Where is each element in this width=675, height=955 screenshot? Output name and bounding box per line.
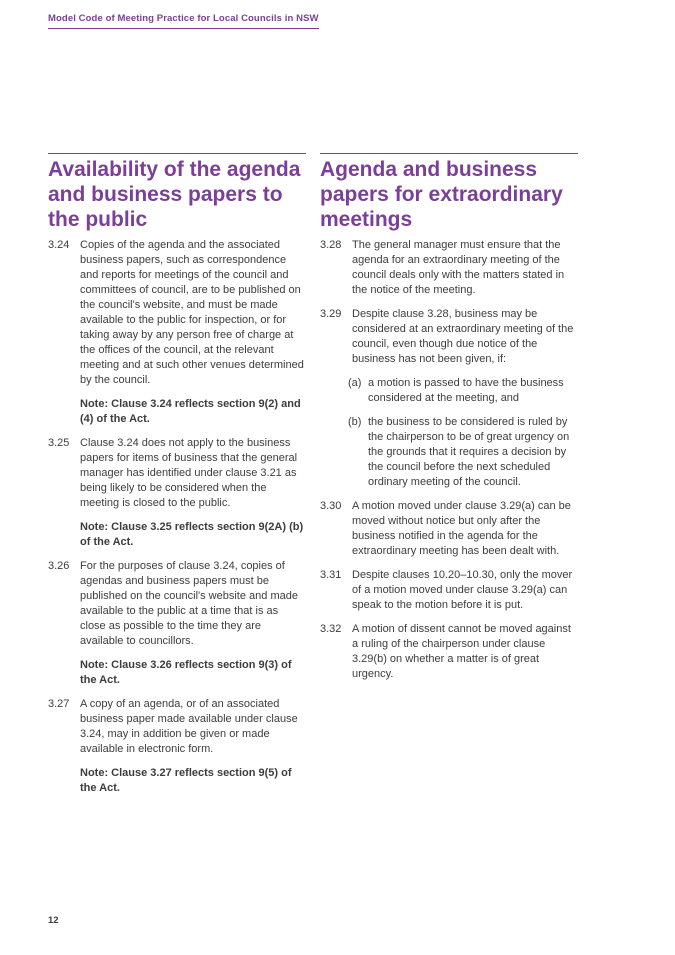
clause-text: The general manager must ensure that the agenda for an extraordinary meeting of the council deals only with the matters stated in the notice of the meeting. (352, 239, 565, 296)
subclause-text: a motion is passed to have the business considered at the meeting, and (368, 377, 564, 404)
page-number: 12 (48, 915, 59, 926)
clause-number: 3.29 (320, 308, 342, 320)
section-rule (48, 153, 306, 154)
section-rule (320, 153, 578, 154)
clause-number: 3.32 (320, 623, 342, 635)
clause-number: 3.31 (320, 569, 342, 581)
clause-3-27 (48, 697, 306, 757)
clause-number: 3.28 (320, 239, 342, 251)
clause-text: Copies of the agenda and the associated business papers, such as correspondence and reports for meetings of the council and committees of council, are to be published on the council's website, and must be made available to the public for inspection, or for taking away by any person free of charge at the offices of the council, at the relevant meeting and at such other venues determined by the council. (80, 239, 304, 386)
clause-number: 3.27 (48, 698, 70, 710)
section-heading-public-availability: Availability of the agenda and business papers to the public (48, 158, 301, 231)
section-heading-extraordinary-meetings: Agenda and business papers for extraordinary meetings (320, 158, 563, 231)
clause-note: Note: Clause 3.27 reflects section 9(5) of the Act. (80, 767, 292, 794)
clause-text: Despite clauses 10.20–10.30, only the mover of a motion moved under clause 3.29(a) can speak to the motion before it is put. (352, 569, 573, 611)
clause-note: Note: Clause 3.26 reflects section 9(3) of the Act. (80, 659, 292, 686)
subclause-b (348, 415, 578, 490)
subclause-text: the business to be considered is ruled by the chairperson to be of great urgency on the grounds that it requires a decision by the council before the next scheduled ordinary meeting of the council. (368, 416, 570, 488)
clause-text: A motion of dissent cannot be moved against a ruling of the chairperson under clause 3.29(b) on whether a matter is of great urgency. (352, 623, 571, 680)
subclause-a (348, 376, 578, 406)
clause-text: Clause 3.24 does not apply to the business papers for items of business that the general manager has identified under clause 3.21 as being likely to be considered when the meeting is closed to the public. (80, 437, 298, 509)
subclause-label: (a) (348, 377, 362, 389)
clause-text: Despite clause 3.28, business may be considered at an extraordinary meeting of the council, even though due notice of the business has not been given, if: (352, 308, 574, 365)
clause-3-26 (48, 559, 306, 649)
clause-note: Note: Clause 3.25 reflects section 9(2A) (b) of the Act. (80, 521, 304, 548)
clause-3-28 (320, 238, 578, 298)
clause-3-31 (320, 568, 578, 613)
left-column (48, 153, 306, 805)
clause-number: 3.26 (48, 560, 70, 572)
clause-number: 3.30 (320, 500, 342, 512)
clause-text: A copy of an agenda, or of an associated business paper made available under clause 3.24, may in addition be given or made available in electronic form. (80, 698, 298, 755)
clause-text: For the purposes of clause 3.24, copies of agendas and business papers must be published on the council's website and made available to the public at a time that is as close as possible to the time they are available to councillors. (80, 560, 298, 647)
clause-3-30 (320, 499, 578, 559)
clause-note: Note: Clause 3.24 reflects section 9(2) and (4) of the Act. (80, 398, 301, 425)
clause-number: 3.25 (48, 437, 70, 449)
right-column (320, 153, 578, 691)
clause-3-29 (320, 307, 578, 367)
running-header: Model Code of Meeting Practice for Local Councils in NSW (48, 13, 319, 29)
subclause-label: (b) (348, 416, 362, 428)
clause-3-24 (48, 238, 306, 388)
clause-3-25 (48, 436, 306, 511)
clause-3-32 (320, 622, 578, 682)
clause-text: A motion moved under clause 3.29(a) can be moved without notice but only after the business notified in the agenda for the extraordinary meeting has been dealt with. (352, 500, 571, 557)
clause-number: 3.24 (48, 239, 70, 251)
